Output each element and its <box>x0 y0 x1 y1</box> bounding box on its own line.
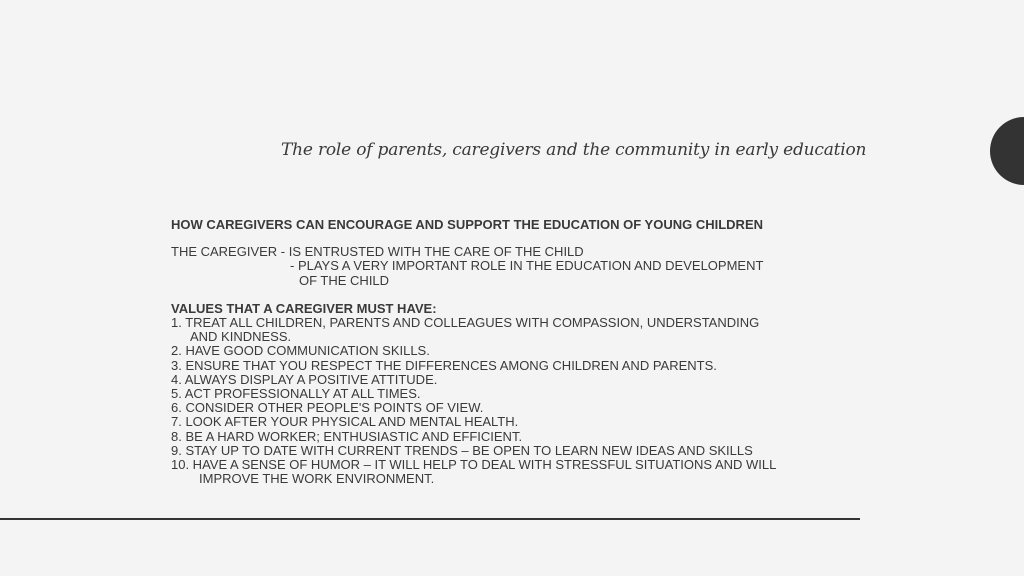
caregiver-line-3: OF THE CHILD <box>299 272 390 288</box>
decorative-circle <box>990 117 1024 185</box>
list-item-continuation: AND KINDNESS. <box>190 329 292 345</box>
list-item-continuation: IMPROVE THE WORK ENVIRONMENT. <box>199 471 435 487</box>
list-item: 2. HAVE GOOD COMMUNICATION SKILLS. <box>171 343 430 359</box>
list-item: 10. HAVE A SENSE OF HUMOR – IT WILL HELP TO DEAL WITH STRESSFUL SITUATIONS AND WILL <box>171 457 777 473</box>
list-item: 5. ACT PROFESSIONALLY AT ALL TIMES. <box>171 386 421 402</box>
values-heading: VALUES THAT A CAREGIVER MUST HAVE: <box>171 300 437 316</box>
slide-body <box>171 218 776 486</box>
list-item: 7. LOOK AFTER YOUR PHYSICAL AND MENTAL HEALTH. <box>171 414 519 430</box>
list-item: 8. BE A HARD WORKER; ENTHUSIASTIC AND EFFICIENT. <box>171 428 523 444</box>
list-item: 9. STAY UP TO DATE WITH CURRENT TRENDS – BE OPEN TO LEARN NEW IDEAS AND SKILLS <box>171 442 753 458</box>
caregiver-line-1: THE CAREGIVER - IS ENTRUSTED WITH THE CARE OF THE CHILD <box>171 244 584 260</box>
slide-title: The role of parents, caregivers and the community in early education <box>281 140 867 160</box>
list-item: 1. TREAT ALL CHILDREN, PARENTS AND COLLEAGUES WITH COMPASSION, UNDERSTANDING <box>171 315 760 331</box>
bottom-divider <box>0 518 860 520</box>
list-item: 6. CONSIDER OTHER PEOPLE'S POINTS OF VIEW. <box>171 400 484 416</box>
list-item: 3. ENSURE THAT YOU RESPECT THE DIFFERENCES AMONG CHILDREN AND PARENTS. <box>171 357 717 373</box>
section-heading: HOW CAREGIVERS CAN ENCOURAGE AND SUPPORT THE EDUCATION OF YOUNG CHILDREN <box>171 217 764 232</box>
caregiver-line-2: - PLAYS A VERY IMPORTANT ROLE IN THE EDUCATION AND DEVELOPMENT <box>290 258 764 274</box>
list-item: 4. ALWAYS DISPLAY A POSITIVE ATTITUDE. <box>171 371 438 387</box>
